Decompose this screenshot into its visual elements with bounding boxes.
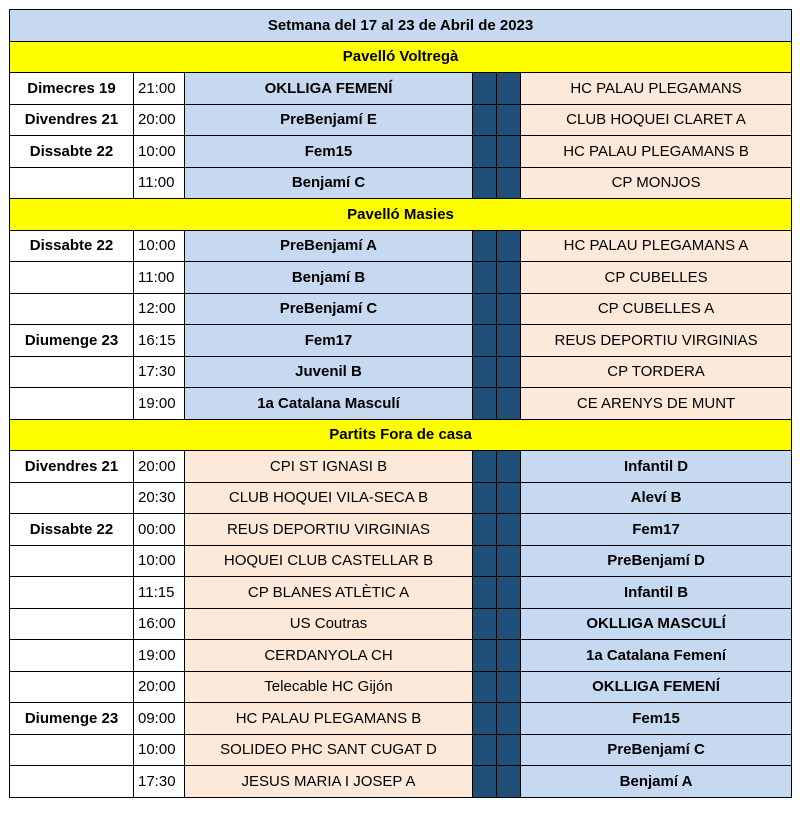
match-time: 09:00	[134, 703, 185, 735]
match-time: 10:00	[134, 734, 185, 766]
match-day	[10, 766, 134, 798]
match-row	[10, 640, 792, 672]
match-day	[10, 167, 134, 199]
club-team: Fem17	[521, 514, 792, 546]
match-row	[10, 545, 792, 577]
home-team: Juvenil B	[185, 356, 473, 388]
home-team: OKLLIGA FEMENÍ	[185, 73, 473, 105]
separator-left	[473, 545, 497, 577]
match-row	[10, 104, 792, 136]
section-row	[10, 41, 792, 73]
match-row	[10, 734, 792, 766]
schedule-table	[9, 9, 792, 798]
match-time: 10:00	[134, 230, 185, 262]
separator-right	[497, 136, 521, 168]
home-team: PreBenjamí C	[185, 293, 473, 325]
club-team: Benjamí A	[521, 766, 792, 798]
section-title: Partits Fora de casa	[10, 419, 792, 451]
match-row	[10, 608, 792, 640]
separator-right	[497, 325, 521, 357]
match-time: 20:00	[134, 451, 185, 483]
match-time: 20:00	[134, 671, 185, 703]
match-time: 00:00	[134, 514, 185, 546]
match-day	[10, 482, 134, 514]
separator-left	[473, 167, 497, 199]
separator-left	[473, 734, 497, 766]
separator-right	[497, 482, 521, 514]
separator-left	[473, 262, 497, 294]
separator-right	[497, 262, 521, 294]
home-team: Benjamí B	[185, 262, 473, 294]
separator-left	[473, 640, 497, 672]
match-day	[10, 734, 134, 766]
section-row	[10, 419, 792, 451]
match-time: 16:00	[134, 608, 185, 640]
rival-team: REUS DEPORTIU VIRGINIAS	[185, 514, 473, 546]
club-team: Infantil D	[521, 451, 792, 483]
rival-team: CP TORDERA	[521, 356, 792, 388]
match-row	[10, 482, 792, 514]
rival-team: Telecable HC Gijón	[185, 671, 473, 703]
match-day	[10, 262, 134, 294]
rival-team: HC PALAU PLEGAMANS A	[521, 230, 792, 262]
match-day: Dimecres 19	[10, 73, 134, 105]
separator-right	[497, 545, 521, 577]
rival-team: JESUS MARIA I JOSEP A	[185, 766, 473, 798]
separator-left	[473, 451, 497, 483]
match-day	[10, 388, 134, 420]
separator-left	[473, 482, 497, 514]
title-row	[10, 10, 792, 42]
separator-right	[497, 766, 521, 798]
club-team: Fem15	[521, 703, 792, 735]
match-time: 20:30	[134, 482, 185, 514]
separator-right	[497, 388, 521, 420]
separator-right	[497, 451, 521, 483]
rival-team: CP BLANES ATLÈTIC A	[185, 577, 473, 609]
match-row	[10, 262, 792, 294]
match-time: 10:00	[134, 545, 185, 577]
home-team: Fem17	[185, 325, 473, 357]
match-time: 21:00	[134, 73, 185, 105]
separator-left	[473, 293, 497, 325]
separator-right	[497, 356, 521, 388]
separator-right	[497, 104, 521, 136]
match-row	[10, 136, 792, 168]
club-team: 1a Catalana Femení	[521, 640, 792, 672]
match-day	[10, 608, 134, 640]
match-row	[10, 73, 792, 105]
separator-left	[473, 136, 497, 168]
match-time: 12:00	[134, 293, 185, 325]
separator-left	[473, 73, 497, 105]
match-day: Dissabte 22	[10, 136, 134, 168]
match-day: Divendres 21	[10, 451, 134, 483]
separator-right	[497, 577, 521, 609]
separator-left	[473, 766, 497, 798]
home-team: PreBenjamí E	[185, 104, 473, 136]
match-time: 17:30	[134, 766, 185, 798]
match-row	[10, 766, 792, 798]
match-row	[10, 325, 792, 357]
match-time: 19:00	[134, 388, 185, 420]
match-time: 20:00	[134, 104, 185, 136]
club-team: Infantil B	[521, 577, 792, 609]
match-time: 11:00	[134, 262, 185, 294]
separator-right	[497, 167, 521, 199]
separator-left	[473, 577, 497, 609]
schedule-body	[10, 10, 792, 798]
match-day	[10, 293, 134, 325]
match-time: 11:00	[134, 167, 185, 199]
separator-left	[473, 325, 497, 357]
rival-team: HC PALAU PLEGAMANS B	[185, 703, 473, 735]
match-day	[10, 671, 134, 703]
rival-team: CLUB HOQUEI VILA-SECA B	[185, 482, 473, 514]
match-time: 19:00	[134, 640, 185, 672]
match-row	[10, 388, 792, 420]
section-title: Pavelló Voltregà	[10, 41, 792, 73]
home-team: Fem15	[185, 136, 473, 168]
separator-right	[497, 293, 521, 325]
separator-right	[497, 73, 521, 105]
rival-team: HOQUEI CLUB CASTELLAR B	[185, 545, 473, 577]
match-day	[10, 545, 134, 577]
separator-left	[473, 608, 497, 640]
match-day: Diumenge 23	[10, 325, 134, 357]
rival-team: HC PALAU PLEGAMANS	[521, 73, 792, 105]
match-day	[10, 577, 134, 609]
match-day: Dissabte 22	[10, 514, 134, 546]
match-row	[10, 514, 792, 546]
section-title: Pavelló Masies	[10, 199, 792, 231]
match-time: 11:15	[134, 577, 185, 609]
club-team: PreBenjamí C	[521, 734, 792, 766]
match-row	[10, 230, 792, 262]
club-team: Aleví B	[521, 482, 792, 514]
club-team: PreBenjamí D	[521, 545, 792, 577]
match-row	[10, 703, 792, 735]
match-day	[10, 640, 134, 672]
match-day: Divendres 21	[10, 104, 134, 136]
separator-left	[473, 356, 497, 388]
rival-team: CERDANYOLA CH	[185, 640, 473, 672]
rival-team: CP MONJOS	[521, 167, 792, 199]
separator-left	[473, 230, 497, 262]
separator-right	[497, 640, 521, 672]
home-team: Benjamí C	[185, 167, 473, 199]
rival-team: CP CUBELLES A	[521, 293, 792, 325]
separator-left	[473, 104, 497, 136]
match-time: 10:00	[134, 136, 185, 168]
separator-left	[473, 671, 497, 703]
match-day: Diumenge 23	[10, 703, 134, 735]
rival-team: CE ARENYS DE MUNT	[521, 388, 792, 420]
separator-right	[497, 671, 521, 703]
schedule-title: Setmana del 17 al 23 de Abril de 2023	[10, 10, 792, 42]
club-team: OKLLIGA FEMENÍ	[521, 671, 792, 703]
match-row	[10, 671, 792, 703]
rival-team: HC PALAU PLEGAMANS B	[521, 136, 792, 168]
match-row	[10, 167, 792, 199]
separator-right	[497, 734, 521, 766]
match-row	[10, 356, 792, 388]
rival-team: CPI ST IGNASI B	[185, 451, 473, 483]
home-team: PreBenjamí A	[185, 230, 473, 262]
rival-team: SOLIDEO PHC SANT CUGAT D	[185, 734, 473, 766]
match-time: 16:15	[134, 325, 185, 357]
match-row	[10, 293, 792, 325]
rival-team: CLUB HOQUEI CLARET A	[521, 104, 792, 136]
section-row	[10, 199, 792, 231]
match-row	[10, 451, 792, 483]
separator-right	[497, 230, 521, 262]
separator-right	[497, 514, 521, 546]
rival-team: REUS DEPORTIU VIRGINIAS	[521, 325, 792, 357]
separator-left	[473, 703, 497, 735]
separator-right	[497, 608, 521, 640]
home-team: 1a Catalana Masculí	[185, 388, 473, 420]
club-team: OKLLIGA MASCULÍ	[521, 608, 792, 640]
rival-team: CP CUBELLES	[521, 262, 792, 294]
separator-left	[473, 514, 497, 546]
match-day	[10, 356, 134, 388]
separator-right	[497, 703, 521, 735]
separator-left	[473, 388, 497, 420]
match-day: Dissabte 22	[10, 230, 134, 262]
match-time: 17:30	[134, 356, 185, 388]
rival-team: US Coutras	[185, 608, 473, 640]
match-row	[10, 577, 792, 609]
